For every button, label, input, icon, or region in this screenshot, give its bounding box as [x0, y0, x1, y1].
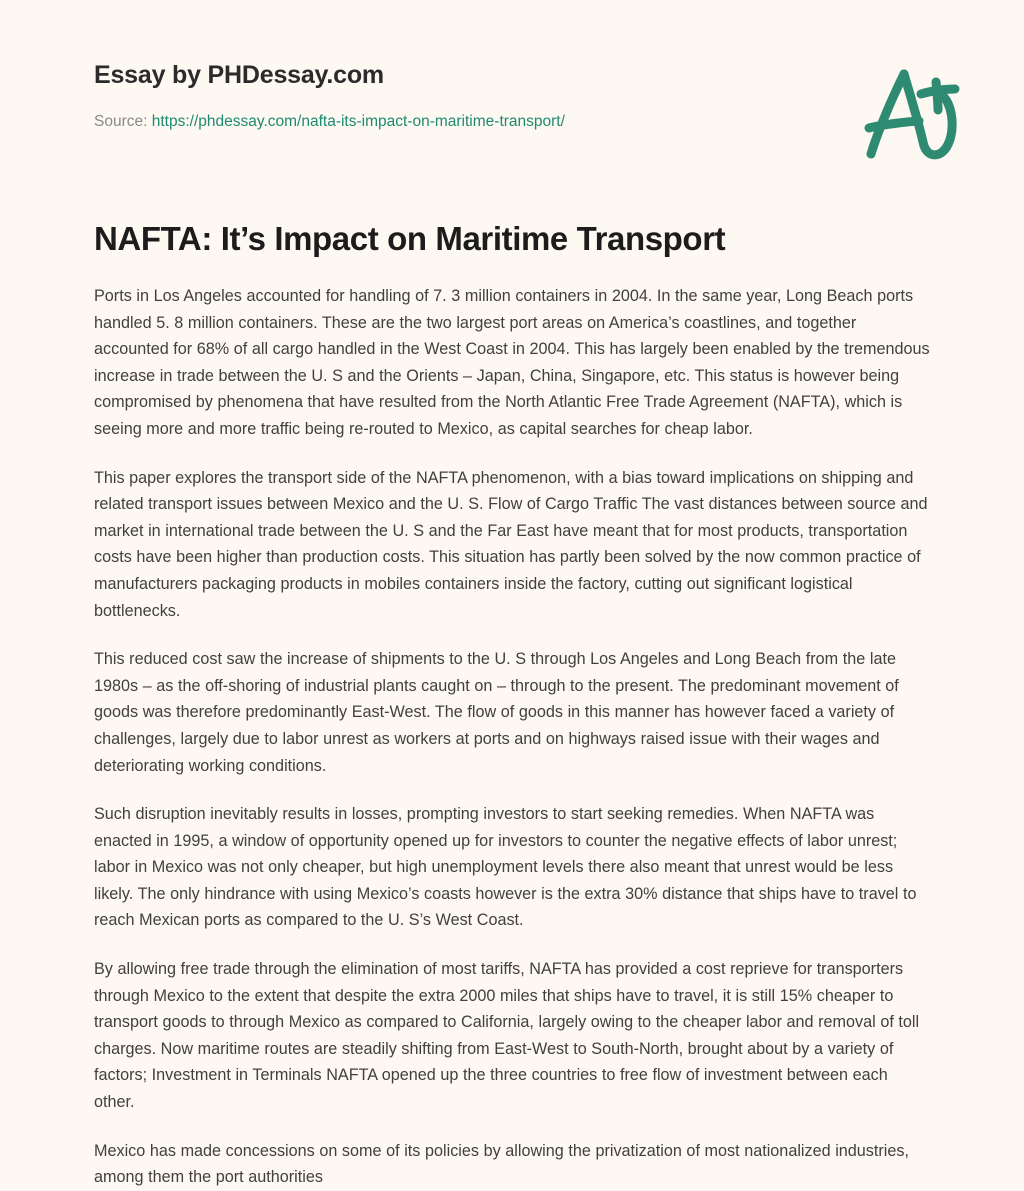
source-url-link[interactable]: https://phdessay.com/nafta-its-impact-on-maritime-transport/ [151, 112, 565, 130]
article-paragraph: Such disruption inevitably results in losses, prompting investors to start seeking remedies. When NAFTA was enacted in 1995, a window of opportunity opened up for investors to counter the negative effects of labor unrest; labor in Mexico was not only cheaper, but high unemployment levels there also meant that unrest would be less likely. The only hindrance with using Mexico’s coasts however is the extra 30% distance that ships have to travel to reach Mexican ports as compared to the U. S’s West Coast. [94, 805, 917, 930]
article-paragraph: This paper explores the transport side of the NAFTA phenomenon, with a bias toward implications on shipping and related transport issues between Mexico and the U. S. Flow of Cargo Traffic The vast distances between source and market in international trade between the U. S and the Far East have meant that for most products, transportation costs have been higher than production costs. This situation has partly been solved by the now common practice of manufacturers packaging products in mobiles containers inside the factory, cutting out significant logistical bottlenecks. [94, 468, 928, 620]
article-paragraph: Ports in Los Angeles accounted for handling of 7. 3 million containers in 2004. In the same year, Long Beach ports handled 5. 8 million containers. These are the two largest port areas on America’s coastlines, and together accounted for 68% of all cargo handled in the West Coast in 2004. This has largely been enabled by the tremendous increase in trade between the U. S and the Orients – Japan, China, Singapore, etc. This status is however being compromised by phenomena that have resulted from the North Atlantic Free Trade Agreement (NAFTA), which is seeing more and more traffic being re-routed to Mexico, as capital searches for cheap labor. [94, 287, 930, 438]
source-line [94, 113, 930, 132]
article-body [0, 283, 1024, 1191]
a-plus-logo-icon [849, 58, 969, 168]
article-paragraph: By allowing free trade through the elimination of most tariffs, NAFTA has provided a cost reprieve for transporters through Mexico to the extent that despite the extra 2000 miles that ships have to travel, it is still 15% cheaper to transport goods to through Mexico as compared to California, largely owing to the cheaper labor and removal of toll charges. Now maritime routes are steadily shifting from East-West to South-North, brought about by a variety of factors; Investment in Terminals NAFTA opened up the three countries to free flow of investment between each other. [94, 960, 920, 1112]
article-paragraph: Mexico has made concessions on some of its policies by allowing the privatization of most nationalized industries, among them the port authorities [94, 1141, 909, 1187]
source-label: Source: [94, 112, 148, 130]
page-header [0, 0, 1024, 160]
a-plus-logo [849, 58, 969, 168]
article-paragraph: This reduced cost saw the increase of shipments to the U. S through Los Angeles and Long Beach from the late 1980s – as the off-shoring of industrial plants caught on – through to the present. The predominant movement of goods was therefore predominantly East-West. The flow of goods in this manner has however faced a variety of challenges, largely due to labor unrest as workers at ports and on highways raised issue with their wages and deteriorating working conditions. [94, 650, 899, 775]
page-title: NAFTA: It’s Impact on Maritime Transport [94, 220, 726, 257]
brand-title: Essay by PHDessay.com [94, 61, 384, 89]
